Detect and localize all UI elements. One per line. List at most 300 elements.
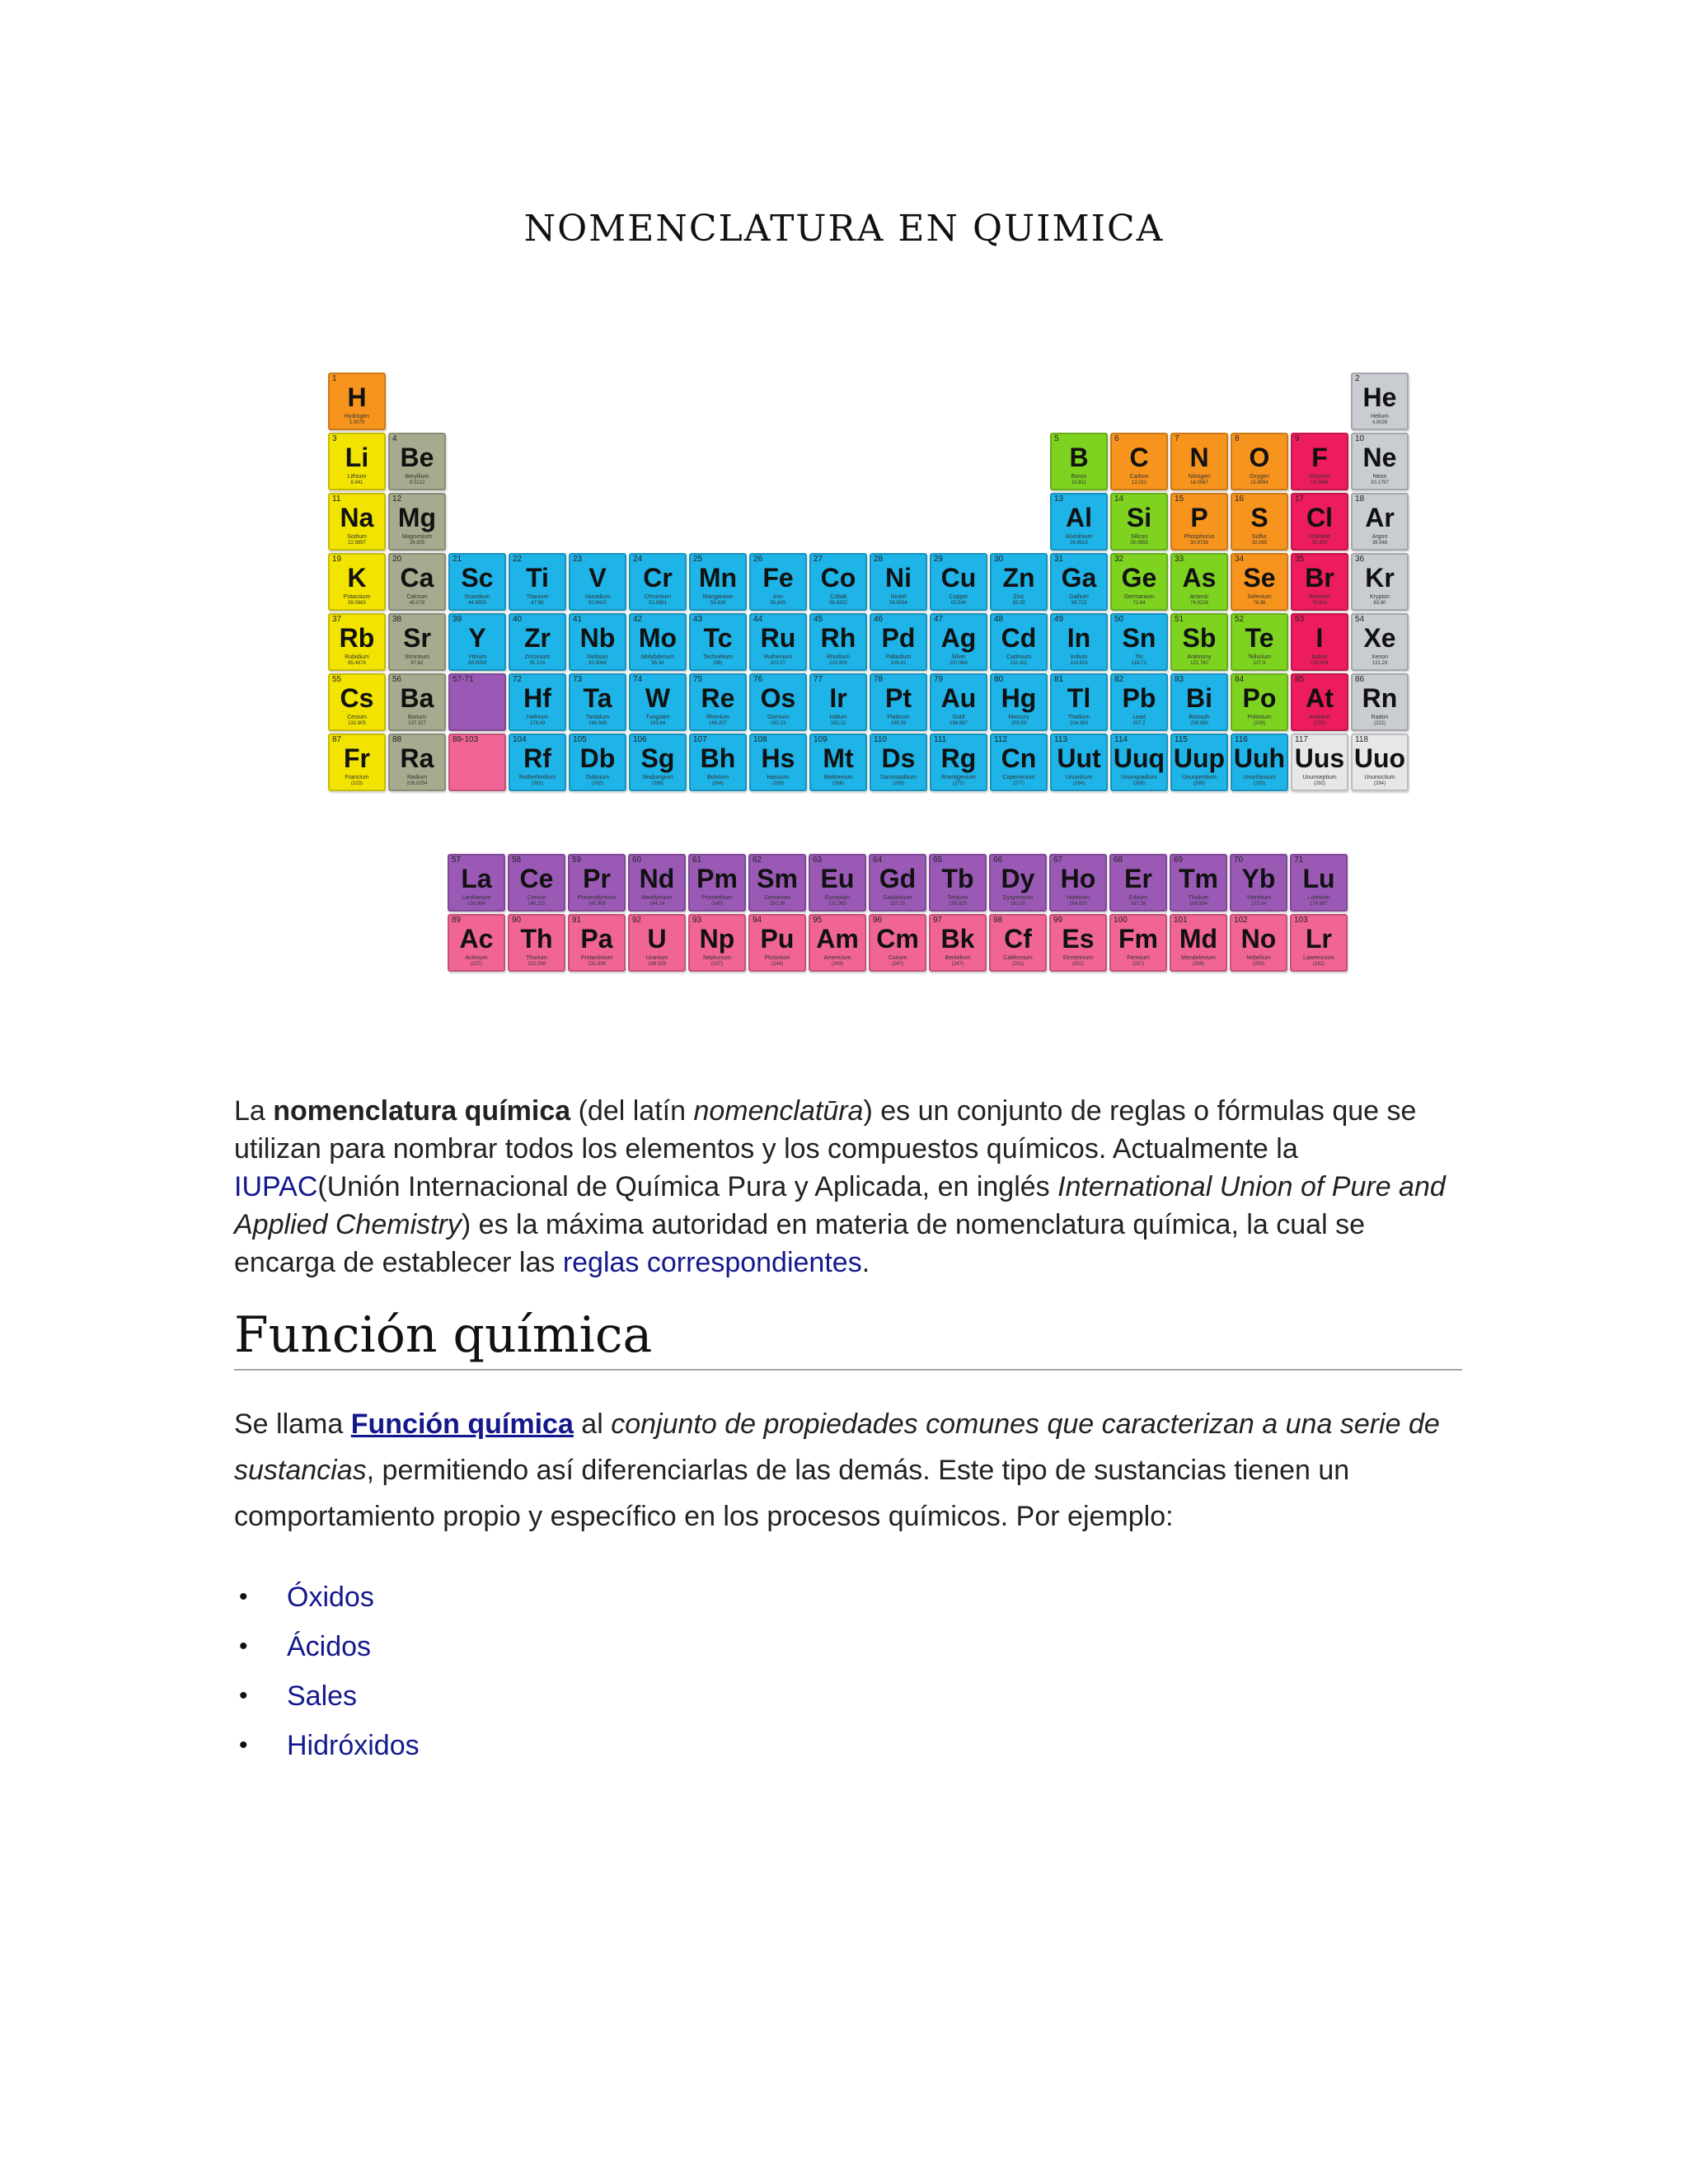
atomic-weight: 144.24 [649, 902, 665, 907]
atomic-number: 13 [1054, 494, 1064, 504]
atomic-number: 113 [1054, 735, 1067, 744]
element-symbol: Fe [762, 563, 794, 593]
element-cell-cl [1291, 493, 1348, 551]
element-name: Calcium [406, 594, 428, 600]
atomic-weight: (259) [1252, 962, 1264, 967]
atomic-weight: 101.07 [770, 661, 786, 666]
element-name: Einsteinium [1062, 955, 1094, 961]
atomic-number: 104 [513, 735, 527, 744]
element-name: Mendelevium [1181, 955, 1216, 961]
atomic-weight: (288) [1193, 781, 1205, 786]
element-symbol: Pd [881, 623, 916, 653]
element-name: Xenon [1371, 654, 1389, 660]
atomic-weight: (266) [651, 781, 663, 786]
element-name: Americium [823, 955, 851, 961]
atomic-number: 35 [1295, 555, 1305, 564]
element-symbol: Tb [941, 864, 974, 893]
element-cell-ir [809, 673, 867, 731]
atomic-number: 106 [633, 735, 647, 744]
element-name: Lithium [347, 474, 367, 480]
atomic-weight: 121.760 [1190, 661, 1208, 666]
element-cell-ag [930, 613, 987, 671]
atomic-weight: 24.305 [409, 541, 425, 546]
atomic-number: 100 [1114, 916, 1128, 925]
element-name: Boron [1071, 474, 1087, 480]
element-name: Dysprosium [1002, 895, 1034, 901]
hidroxidos-link[interactable]: Hidróxidos [287, 1730, 420, 1761]
element-symbol: Ac [459, 924, 494, 954]
element-cell-li [328, 433, 386, 490]
element-symbol: Ge [1121, 563, 1157, 593]
page-title: NOMENCLATURA EN QUIMICA [523, 208, 1165, 250]
element-symbol: Gd [879, 864, 917, 893]
atomic-weight: 180.948 [588, 721, 607, 726]
element-symbol: Tm [1179, 864, 1218, 893]
element-name: Phosphorus [1184, 534, 1215, 540]
atomic-number: 18 [1355, 494, 1365, 504]
element-cell-tc [689, 613, 747, 671]
element-cell-hg [990, 673, 1048, 731]
atomic-weight: 32.065 [1251, 541, 1268, 546]
element-symbol: Co [820, 563, 856, 593]
atomic-weight: 26.9815 [1070, 541, 1088, 546]
element-cell-k [328, 553, 386, 611]
atomic-weight: 190.23 [770, 721, 786, 726]
atomic-number: 37 [332, 615, 342, 624]
atomic-number: 97 [933, 916, 943, 925]
funcion-quimica-link[interactable]: Función química [350, 1408, 574, 1440]
atomic-number: 52 [1235, 615, 1245, 624]
atomic-number: 41 [573, 615, 583, 624]
atomic-weight: (268) [832, 781, 844, 786]
element-cell-fe [749, 553, 807, 611]
element-name: Palladium [885, 654, 912, 660]
element-cell-br [1291, 553, 1348, 611]
intro-paragraph [234, 1092, 1454, 1282]
element-symbol: Nb [579, 623, 616, 653]
element-symbol: Ag [940, 623, 977, 653]
atomic-weight: (243) [831, 962, 843, 967]
element-name: Rutherfordium [518, 775, 556, 780]
atomic-number: 75 [693, 675, 703, 684]
element-cell-cm [869, 914, 926, 972]
element-name: Vanadium [584, 594, 611, 600]
element-cell-uus [1291, 733, 1348, 791]
element-name: Cerium [527, 895, 546, 901]
element-cell-lr [1290, 914, 1348, 972]
element-name: Krypton [1369, 594, 1390, 600]
element-symbol: Te [1245, 623, 1274, 653]
atomic-number: 86 [1355, 675, 1365, 684]
periodic-table-image [0, 0, 1688, 989]
element-cell-rg [930, 733, 987, 791]
element-symbol: Hs [761, 743, 795, 773]
element-cell-ru [749, 613, 807, 671]
atomic-number: 74 [633, 675, 643, 684]
element-name: Indium [1070, 654, 1088, 660]
element-name: Neptunium [703, 955, 731, 961]
atomic-number: 32 [1114, 555, 1124, 564]
element-symbol: Kr [1365, 563, 1395, 593]
element-cell-sr [388, 613, 446, 671]
atomic-weight: 151.965 [828, 902, 846, 907]
element-name: Protactinium [580, 955, 613, 961]
atomic-number: 90 [512, 916, 522, 925]
element-name: Ununoctium [1364, 775, 1395, 780]
element-cell-c [1110, 433, 1168, 490]
element-name: Tin [1135, 654, 1143, 660]
atomic-weight: 30.9738 [1190, 541, 1208, 546]
element-symbol: Pm [696, 864, 738, 893]
atomic-weight: (227) [470, 962, 482, 967]
atomic-number: 116 [1235, 735, 1248, 744]
atomic-weight: 1.0079 [349, 420, 365, 425]
atomic-number: 72 [513, 675, 523, 684]
element-symbol: Fr [344, 743, 370, 773]
atomic-weight: 112.411 [1010, 661, 1028, 666]
element-cell-sg [629, 733, 687, 791]
element-cell-uuo [1351, 733, 1409, 791]
atomic-weight: 186.207 [709, 721, 727, 726]
element-cell-mn [689, 553, 747, 611]
element-name: Helium [1371, 414, 1389, 419]
element-cell-n [1170, 433, 1228, 490]
atomic-weight: (237) [710, 962, 723, 967]
element-cell-cd [990, 613, 1048, 671]
element-symbol: Lu [1302, 864, 1335, 893]
element-symbol: Sg [640, 743, 675, 773]
element-cell-ra [388, 733, 446, 791]
element-name: Molybdenum [640, 654, 675, 660]
atomic-weight: (223) [350, 781, 363, 786]
element-cell-ba [388, 673, 446, 731]
atomic-number: 68 [1114, 855, 1123, 865]
atomic-weight: (261) [531, 781, 543, 786]
bullet: • [239, 1682, 248, 1709]
element-cell-yb [1230, 854, 1287, 912]
atomic-weight: 107.868 [950, 661, 968, 666]
element-name: Seaborgium [642, 775, 673, 780]
element-cell-bk [929, 914, 987, 972]
element-cell-in [1050, 613, 1108, 671]
list-item [234, 1671, 420, 1721]
element-symbol: Pa [580, 924, 613, 954]
function-definition: conjunto de propiedades comunes que caracterizan a una serie de sustancias [234, 1408, 1440, 1486]
element-cell-al [1050, 493, 1108, 551]
atomic-weight: 167.26 [1130, 902, 1146, 907]
element-cell-cu [930, 553, 987, 611]
element-cell-la [448, 854, 505, 912]
element-symbol: Zr [524, 623, 551, 653]
atomic-weight: 208.980 [1190, 721, 1208, 726]
atomic-weight: 131.29 [1372, 661, 1388, 666]
element-symbol: Sn [1122, 623, 1156, 653]
atomic-number: 49 [1054, 615, 1064, 624]
element-cell-er [1109, 854, 1167, 912]
element-name: Iodine [1311, 654, 1328, 660]
atomic-number: 58 [512, 855, 522, 865]
function-text: Se llama [234, 1408, 351, 1440]
element-symbol: Mo [638, 623, 678, 653]
element-symbol: Cu [940, 563, 977, 593]
function-list [234, 1572, 420, 1770]
element-name: Technetium [703, 654, 733, 660]
element-name: Roentgenium [941, 775, 976, 780]
atomic-weight: 78.96 [1253, 601, 1266, 606]
element-symbol: Rn [1362, 683, 1398, 713]
element-cell-ho [1049, 854, 1107, 912]
atomic-weight: 79.904 [1311, 601, 1328, 606]
element-cell-bh [689, 733, 747, 791]
element-cell-ta [569, 673, 626, 731]
atomic-number: 67 [1053, 855, 1063, 865]
element-cell-at [1291, 673, 1348, 731]
atomic-weight: 50.9415 [588, 601, 607, 606]
atomic-number: 117 [1295, 735, 1308, 744]
element-name: Gadolinium [883, 895, 912, 901]
element-cell-hs [749, 733, 807, 791]
element-symbol: La [461, 864, 492, 893]
element-symbol: P [1190, 503, 1208, 532]
element-name: Fermium [1127, 955, 1150, 961]
element-name: Hassium [767, 775, 790, 780]
atomic-number: 98 [993, 916, 1003, 925]
atomic-weight: 47.88 [531, 601, 544, 606]
atomic-weight: 72.64 [1132, 601, 1146, 606]
atomic-weight: 106.42 [890, 661, 907, 666]
element-cell-xe [1351, 613, 1409, 671]
atomic-weight: 226.0254 [406, 781, 428, 786]
element-symbol: Au [940, 683, 977, 713]
atomic-number: 7 [1175, 434, 1179, 443]
atomic-number: 81 [1054, 675, 1064, 684]
element-symbol: Pb [1122, 683, 1156, 713]
atomic-weight: 14.0067 [1190, 480, 1208, 485]
element-cell-te [1231, 613, 1288, 671]
reglas-link[interactable]: reglas correspondientes [562, 1247, 862, 1278]
element-cell-ni [870, 553, 927, 611]
element-symbol: Cn [1001, 743, 1037, 773]
atomic-weight: (257) [1132, 962, 1144, 967]
atomic-weight: 192.22 [830, 721, 846, 726]
element-cell-ce [508, 854, 565, 912]
atomic-number: 2 [1355, 374, 1360, 383]
element-symbol: Nd [639, 864, 675, 893]
atomic-number: 118 [1355, 735, 1368, 744]
atomic-weight: (98) [713, 661, 723, 666]
element-cell-cn [990, 733, 1048, 791]
atomic-number: 28 [874, 555, 884, 564]
element-symbol: Y [468, 623, 486, 653]
atomic-number: 5 [1054, 434, 1059, 443]
element-cell-bi [1170, 673, 1228, 731]
element-name: Radium [406, 775, 428, 780]
atomic-weight: (289) [1132, 781, 1145, 786]
element-cell-as [1170, 553, 1228, 611]
element-symbol: Uuh [1233, 743, 1286, 773]
element-name: Cobalt [829, 594, 847, 600]
element-cell-zr [509, 613, 566, 671]
list-item [234, 1572, 420, 1622]
element-cell-co [809, 553, 867, 611]
element-name: Ununseptium [1302, 775, 1337, 780]
element-symbol: V [588, 563, 607, 593]
atomic-weight: (293) [1253, 781, 1265, 786]
element-symbol: Rb [339, 623, 375, 653]
element-name: Ununhexium [1243, 775, 1276, 780]
element-cell-uut [1050, 733, 1108, 791]
element-cell-cf [989, 914, 1047, 972]
atomic-number: 22 [513, 555, 523, 564]
atomic-number: 91 [572, 916, 582, 925]
element-cell-nb [569, 613, 626, 671]
atomic-weight: 65.39 [1012, 601, 1025, 606]
element-cell-au [930, 673, 987, 731]
atomic-number: 46 [874, 615, 884, 624]
element-symbol: In [1067, 623, 1091, 653]
element-symbol: Rh [820, 623, 856, 653]
atomic-weight: (272) [952, 781, 964, 786]
atomic-weight: (145) [710, 902, 723, 907]
element-symbol: Bk [940, 924, 975, 954]
atomic-number: 80 [994, 675, 1004, 684]
element-symbol: Mt [823, 743, 854, 773]
element-cell-si [1110, 493, 1168, 551]
atomic-number: 56 [392, 675, 402, 684]
element-cell-sn [1110, 613, 1168, 671]
atomic-number: 82 [1114, 675, 1124, 684]
element-symbol: Xe [1363, 623, 1396, 653]
element-name: Strontium [405, 654, 429, 660]
element-symbol: Li [345, 443, 369, 472]
atomic-weight: 85.4678 [348, 661, 366, 666]
element-name: Rhodium [826, 654, 850, 660]
atomic-number: 19 [332, 555, 342, 564]
atomic-number: 3 [332, 434, 337, 443]
element-symbol: Eu [820, 864, 855, 893]
atomic-number: 27 [814, 555, 823, 564]
atomic-weight: 69.723 [1071, 601, 1087, 606]
element-symbol: Th [520, 924, 553, 954]
element-cell-uup [1170, 733, 1228, 791]
element-name: Samarium [764, 895, 790, 901]
atomic-number: 25 [693, 555, 703, 564]
atomic-weight: 204.383 [1070, 721, 1088, 726]
element-symbol: Pr [583, 864, 611, 893]
atomic-number: 31 [1054, 555, 1064, 564]
element-symbol: U [647, 924, 667, 954]
sales-link[interactable]: Sales [287, 1680, 358, 1712]
atomic-weight: 22.9897 [348, 541, 366, 546]
element-name: Osmium [767, 715, 790, 720]
element-name: Sulfur [1251, 534, 1268, 540]
element-name: Niobium [587, 654, 608, 660]
atomic-number: 9 [1295, 434, 1300, 443]
element-name: Hydrogen [344, 414, 370, 419]
element-name: Ytterbium [1246, 895, 1271, 901]
atomic-number: 43 [693, 615, 703, 624]
element-symbol: Cr [643, 563, 673, 593]
atomic-number: 63 [813, 855, 823, 865]
element-symbol: Sr [403, 623, 431, 653]
element-symbol: K [347, 563, 367, 593]
element-name: Ruthenium [764, 654, 792, 660]
element-cell-fr [328, 733, 386, 791]
element-cell-ac [448, 914, 505, 972]
element-name: Tantalum [585, 715, 610, 720]
atomic-weight: (247) [951, 962, 964, 967]
atomic-weight: 55.845 [770, 601, 786, 606]
element-name: Gallium [1069, 594, 1089, 600]
element-name: Oxygen [1249, 474, 1270, 480]
element-symbol: Am [816, 924, 859, 954]
atomic-weight: (244) [771, 962, 783, 967]
element-cell-cr [629, 553, 687, 611]
element-cell-lu [1290, 854, 1348, 912]
element-symbol: Ta [583, 683, 612, 713]
atomic-number: 70 [1234, 855, 1244, 865]
atomic-number: 29 [934, 555, 944, 564]
atomic-number: 69 [1174, 855, 1184, 865]
element-symbol: Si [1126, 503, 1152, 532]
atomic-weight: 183.84 [649, 721, 666, 726]
oxidos-link[interactable]: Óxidos [287, 1582, 374, 1613]
atomic-number: 115 [1175, 735, 1188, 744]
atomic-number: 61 [692, 855, 702, 865]
intro-text: ) es un conjunto de reglas o fórmulas que se utilizan para nombrar todos los elementos y los compuestos químicos. Actualmente la [234, 1095, 1417, 1165]
element-name: Francium [345, 775, 369, 780]
element-cell-s [1231, 493, 1288, 551]
element-cell-rb [328, 613, 386, 671]
atomic-number: 57 [452, 855, 462, 865]
atomic-number: 11 [332, 494, 341, 504]
element-cell-pu [748, 914, 806, 972]
atomic-number: 88 [392, 735, 402, 744]
element-cell-mt [809, 733, 867, 791]
acidos-link[interactable]: Ácidos [287, 1631, 372, 1662]
atomic-number: 73 [573, 675, 583, 684]
atomic-weight: 138.906 [467, 902, 485, 907]
atomic-weight: 164.930 [1069, 902, 1087, 907]
element-symbol: Rf [523, 743, 551, 773]
element-name: Thorium [526, 955, 547, 961]
atomic-number: 78 [874, 675, 884, 684]
element-symbol: Pu [760, 924, 795, 954]
element-cell-rn [1351, 673, 1409, 731]
element-name: Tellurium [1247, 654, 1271, 660]
element-symbol: B [1069, 443, 1089, 472]
element-name: Neodymium [641, 895, 673, 901]
element-symbol: Sc [461, 563, 494, 593]
atomic-number: 60 [632, 855, 642, 865]
element-name: Titanium [526, 594, 549, 600]
atomic-weight: 196.967 [950, 721, 968, 726]
intro-latin-term: nomenclatūra [693, 1095, 864, 1127]
atomic-number: 8 [1235, 434, 1240, 443]
element-symbol: Db [579, 743, 616, 773]
iupac-link[interactable]: IUPAC [234, 1171, 318, 1202]
atomic-number: 47 [934, 615, 944, 624]
element-symbol: Ti [526, 563, 549, 593]
atomic-number: 89 [452, 916, 462, 925]
atomic-number: 48 [994, 615, 1004, 624]
section-heading: Función química [234, 1306, 1462, 1371]
element-cell-gd [869, 854, 926, 912]
atomic-weight: (284) [1072, 781, 1085, 786]
atomic-weight: 92.9064 [588, 661, 607, 666]
element-name: Lutetium [1307, 895, 1330, 901]
element-cell-be [388, 433, 446, 490]
